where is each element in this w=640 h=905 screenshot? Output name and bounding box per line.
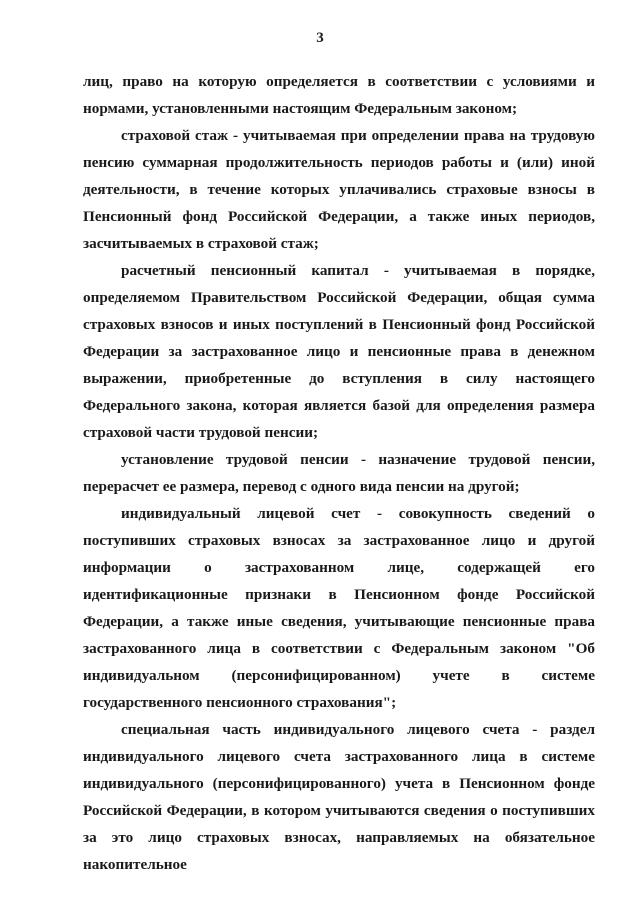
paragraph-insurance-record: страховой стаж - учитываемая при определении права на трудовую пенсию суммарная продолжительность периодов работы и (или) иной деятельности, в течение которых уплачивались страховые взносы в Пенсионный фонд Российской Федерации, а также иных периодов, засчитываемых в страховой стаж; <box>83 127 595 252</box>
paragraph-pension-establishment: установление трудовой пенсии - назначение трудовой пенсии, перерасчет ее размера, перевод с одного вида пенсии на другой; <box>83 451 595 495</box>
paragraph-personal-account: индивидуальный лицевой счет - совокупность сведений о поступивших страховых взносах за застрахованное лицо и другой информации о застрахованном лице, содержащей его идентификационные признаки в Пенсионном фонде Российской Федерации, а также иные сведения, учитывающие пенсионные права застрахованного лица в соответствии с Федеральным законом "Об индивидуальном (персонифицированном) учете в системе государственного пенсионного страхования"; <box>83 505 595 711</box>
paragraph-continuation: лиц, право на которую определяется в соответствии с условиями и нормами, установленными настоящим Федеральным законом; <box>83 73 595 117</box>
paragraph-special-account-part: специальная часть индивидуального лицевого счета - раздел индивидуального лицевого счета застрахованного лица в системе индивидуального (персонифицированного) учета в Пенсионном фонде Российской Федерации, в котором учитываются сведения о поступивших за это лицо страховых взносах, направляемых на обязательное накопительное <box>83 721 595 873</box>
page-number: 3 <box>316 30 324 46</box>
document-body <box>83 68 595 878</box>
paragraph-pension-capital: расчетный пенсионный капитал - учитываемая в порядке, определяемом Правительством Российской Федерации, общая сумма страховых взносов и иных поступлений в Пенсионный фонд Российской Федерации за застрахованное лицо и пенсионные права в денежном выражении, приобретенные до вступления в силу настоящего Федерального закона, которая является базой для определения размера страховой части трудовой пенсии; <box>83 262 595 441</box>
